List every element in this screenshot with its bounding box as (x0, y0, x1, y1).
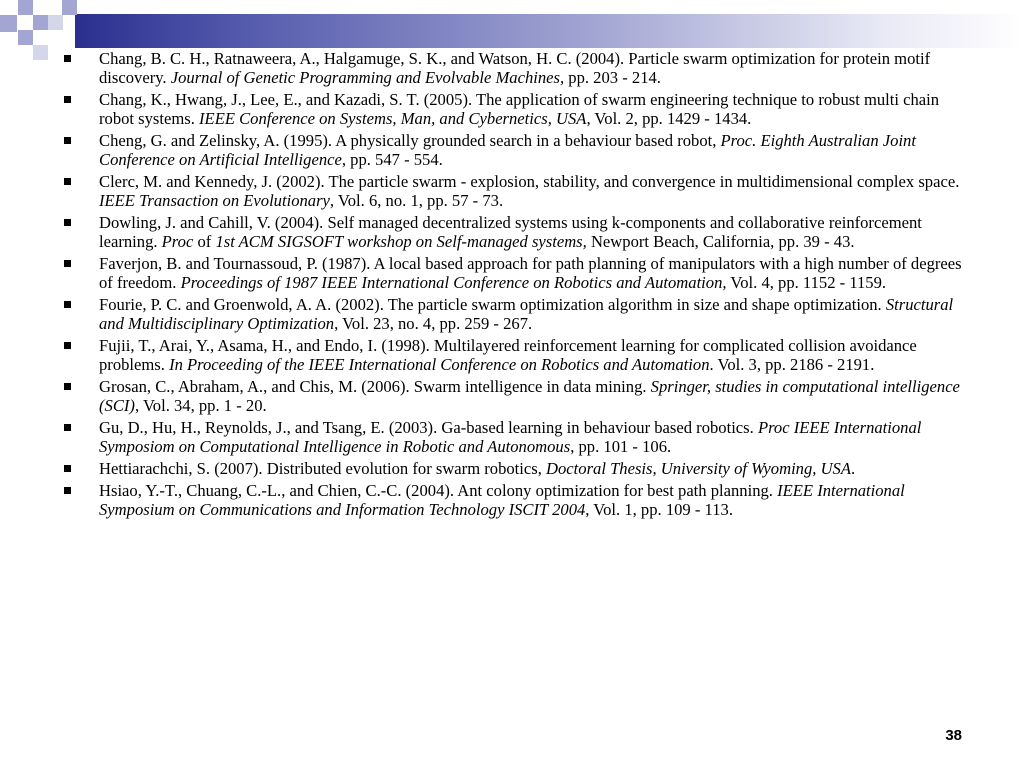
ref-source: IEEE Conference on Systems, Man, and Cybernetics, USA (199, 109, 587, 128)
reference-item (62, 418, 972, 456)
bullet-square (64, 55, 71, 62)
ref-details: , Vol. 2, pp. 1429 - 1434. (586, 109, 752, 128)
reference-item (62, 254, 972, 292)
bullet-square (64, 487, 71, 494)
bullet-square (64, 424, 71, 431)
ref-source: Proc (161, 232, 194, 251)
reference-item (62, 90, 972, 128)
deco-square (62, 0, 77, 15)
bullet-square (64, 260, 71, 267)
reference-item (62, 459, 972, 478)
deco-square (18, 0, 33, 15)
ref-source: Proceedings of 1987 IEEE International Conference on Robotics and Automation, (180, 273, 727, 292)
ref-text: Chang, B. C. H., Ratnaweera, A., Halgamuge, S. K., and Watson, H. C. (2004). Particle swarm optimization for protein motif discovery. (99, 49, 931, 87)
reference-item (62, 131, 972, 169)
reference-item (62, 49, 972, 87)
deco-square (33, 15, 48, 30)
ref-details: , pp. 547 - 554. (341, 150, 443, 169)
ref-text: Fourie, P. C. and Groenwold, A. A. (2002). The particle swarm optimization algorithm in size and shape optimization. (99, 295, 886, 314)
ref-text: Faverjon, B. and Tournassoud, P. (1987). A local based approach for path planning of manipulators with a high number of degrees of freedom. (99, 254, 962, 292)
ref-text: Clerc, M. and Kennedy, J. (2002). The particle swarm - explosion, stability, and convergence in multidimensional complex space. (99, 172, 960, 191)
ref-source-2: 1st ACM SIGSOFT workshop on Self-managed systems, (215, 232, 587, 251)
ref-source: Structural and Multidisciplinary Optimization (99, 295, 954, 333)
deco-square (0, 15, 17, 32)
ref-text: Dowling, J. and Cahill, V. (2004). Self managed decentralized systems using k-components and collaborative reinforcement learning. (99, 213, 922, 251)
reference-item (62, 172, 972, 210)
ref-details: Newport Beach, California, pp. 39 - 43. (586, 232, 855, 251)
ref-text: Chang, K., Hwang, J., Lee, E., and Kazadi, S. T. (2005). The application of swarm engineering technique to robust multi chain robot systems. (99, 90, 940, 128)
bullet-square (64, 465, 71, 472)
ref-details: , Vol. 23, no. 4, pp. 259 - 267. (334, 314, 533, 333)
reference-list (62, 49, 972, 522)
ref-source: Journal of Genetic Programming and Evolvable Machines, (170, 68, 565, 87)
page-number: 38 (945, 727, 962, 744)
ref-text: Cheng, G. and Zelinsky, A. (1995). A physically grounded search in a behaviour based robot, (99, 131, 721, 150)
bullet-square (64, 301, 71, 308)
ref-source: Springer, studies in computational intelligence (SCI) (99, 377, 960, 415)
deco-square (48, 15, 63, 30)
ref-text: Gu, D., Hu, H., Reynolds, J., and Tsang, E. (2003). Ga-based learning in behaviour based robotics. (99, 418, 758, 437)
bullet-square (64, 219, 71, 226)
reference-item (62, 213, 972, 251)
ref-details: . (850, 459, 856, 478)
ref-source: Proc. Eighth Australian Joint Conference on Artificial Intelligence (99, 131, 916, 169)
bullet-square (64, 342, 71, 349)
bullet-square (64, 137, 71, 144)
bullet-square (64, 383, 71, 390)
ref-details: . Vol. 3, pp. 2186 - 2191. (709, 355, 875, 374)
reference-item (62, 295, 972, 333)
reference-item (62, 336, 972, 374)
ref-text: Hettiarachchi, S. (2007). Distributed evolution for swarm robotics, (99, 459, 547, 478)
ref-source: In Proceeding of the IEEE International Conference on Robotics and Automation (169, 355, 710, 374)
reference-item (62, 481, 972, 519)
bullet-square (64, 178, 71, 185)
ref-source: IEEE Transaction on Evolutionary (99, 191, 330, 210)
ref-text: Grosan, C., Abraham, A., and Chis, M. (2006). Swarm intelligence in data mining. (99, 377, 651, 396)
ref-connector: of (193, 232, 216, 251)
ref-details: , Vol. 34, pp. 1 - 20. (134, 396, 267, 415)
ref-source: IEEE International Symposium on Communications and Information Technology ISCIT 2004 (99, 481, 905, 519)
ref-source: Doctoral Thesis, University of Wyoming, USA (546, 459, 851, 478)
ref-details: pp. 203 - 214. (564, 68, 661, 87)
ref-details: , pp. 101 - 106. (570, 437, 672, 456)
bullet-square (64, 96, 71, 103)
reference-item (62, 377, 972, 415)
ref-details: , Vol. 6, no. 1, pp. 57 - 73. (329, 191, 504, 210)
header-gradient-band (75, 14, 1024, 48)
ref-source: Proc IEEE International Symposiom on Computational Intelligence in Robotic and Autonomous (99, 418, 922, 456)
ref-text: Fujii, T., Arai, Y., Asama, H., and Endo, I. (1998). Multilayered reinforcement learning for complicated collision avoidance problems. (99, 336, 917, 374)
deco-square (18, 30, 33, 45)
deco-square (33, 45, 48, 60)
ref-details: Vol. 4, pp. 1152 - 1159. (726, 273, 887, 292)
ref-text: Hsiao, Y.-T., Chuang, C.-L., and Chien, C.-C. (2004). Ant colony optimization for best path planning. (99, 481, 778, 500)
ref-details: , Vol. 1, pp. 109 - 113. (585, 500, 733, 519)
